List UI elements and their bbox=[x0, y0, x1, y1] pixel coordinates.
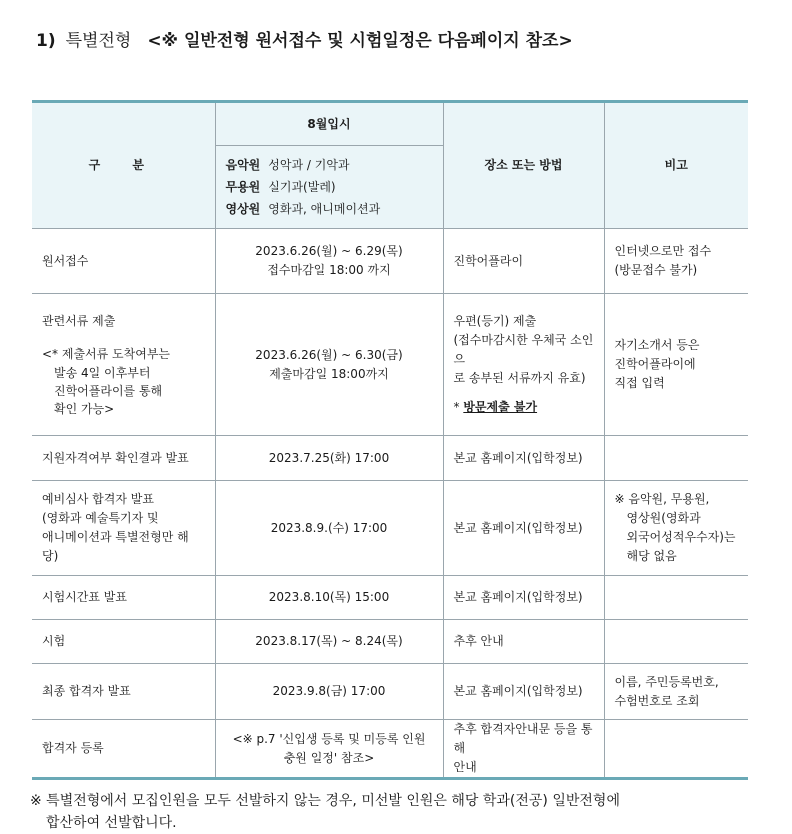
row-date: 2023.9.8(금) 17:00 bbox=[215, 664, 443, 720]
row-date: <※ p.7 '신입생 등록 및 미등록 인원 충원 일정' 참조> bbox=[215, 720, 443, 779]
row-remark: 인터넷으로만 접수 (방문접수 불가) bbox=[604, 229, 748, 294]
schedule-table bbox=[32, 100, 748, 780]
header-remark: 비고 bbox=[604, 102, 748, 229]
row-item: 시험시간표 발표 bbox=[32, 576, 215, 620]
row-place: 우편(등기) 제출 (접수마감시한 우체국 소인으 로 송부된 서류까지 유효) * 방문제출 불가 bbox=[443, 294, 604, 436]
header-gubun: 구 분 bbox=[32, 102, 215, 229]
header-place: 장소 또는 방법 bbox=[443, 102, 604, 229]
row-date: 2023.8.9.(수) 17:00 bbox=[215, 481, 443, 576]
row-item: 지원자격여부 확인결과 발표 bbox=[32, 436, 215, 481]
table-row bbox=[32, 576, 748, 620]
dept-film: 영상원 영화과, 애니메이션과 bbox=[225, 201, 381, 216]
visit-not-allowed-note: 방문제출 불가 bbox=[463, 400, 538, 414]
row-remark bbox=[604, 620, 748, 664]
table-row bbox=[32, 294, 748, 436]
row-item: 예비심사 합격자 발표 (영화과 예술특기자 및 애니메이션과 특별전형만 해당) bbox=[32, 481, 215, 576]
header-period: 8월입시 bbox=[215, 102, 443, 146]
row-remark: 자기소개서 등은 진학어플라이에 직접 입력 bbox=[604, 294, 748, 436]
row-date: 2023.7.25(화) 17:00 bbox=[215, 436, 443, 481]
footnote-line-2: 합산하여 선발합니다. bbox=[46, 815, 177, 831]
table-row bbox=[32, 436, 748, 481]
row-date: 2023.6.26(월) ~ 6.30(금) 제출마감일 18:00까지 bbox=[215, 294, 443, 436]
table-row bbox=[32, 481, 748, 576]
row-date: 2023.6.26(월) ~ 6.29(목) 접수마감일 18:00 까지 bbox=[215, 229, 443, 294]
section-name: 특별전형 bbox=[65, 31, 132, 51]
footnote-line-1: ※ 특별전형에서 모집인원을 모두 선발하지 않는 경우, 미선발 인원은 해당 학과(전공) 일반전형에 bbox=[30, 793, 620, 809]
row-place: 진학어플라이 bbox=[443, 229, 604, 294]
footnote bbox=[30, 790, 770, 834]
row-remark bbox=[604, 576, 748, 620]
row-place: 본교 홈페이지(입학정보) bbox=[443, 664, 604, 720]
table-header-row-1 bbox=[32, 102, 748, 146]
dept-dance: 무용원 실기과(발레) bbox=[225, 179, 336, 194]
row-item: 원서접수 bbox=[32, 229, 215, 294]
row-item: 관련서류 제출 <* 제출서류 도착여부는 발송 4일 이후부터 진학어플라이를 통해 확인 가능> bbox=[32, 294, 215, 436]
row-date: 2023.8.10(목) 15:00 bbox=[215, 576, 443, 620]
table-row bbox=[32, 720, 748, 779]
row-place: 본교 홈페이지(입학정보) bbox=[443, 576, 604, 620]
section-note: <※ 일반전형 원서접수 및 시험일정은 다음페이지 참조> bbox=[147, 31, 573, 51]
row-place: 추후 합격자안내문 등을 통해 안내 bbox=[443, 720, 604, 779]
row-item: 시험 bbox=[32, 620, 215, 664]
row-place: 본교 홈페이지(입학정보) bbox=[443, 436, 604, 481]
row-place: 본교 홈페이지(입학정보) bbox=[443, 481, 604, 576]
row-remark bbox=[604, 720, 748, 779]
row-remark: ※ 음악원, 무용원, 영상원(영화과 외국어성적우수자)는 해당 없음 bbox=[604, 481, 748, 576]
row-date: 2023.8.17(목) ~ 8.24(목) bbox=[215, 620, 443, 664]
table-row bbox=[32, 620, 748, 664]
dept-music: 음악원 성악과 / 기악과 bbox=[225, 157, 350, 172]
section-title bbox=[36, 26, 573, 51]
row-item: 합격자 등록 bbox=[32, 720, 215, 779]
table-row bbox=[32, 229, 748, 294]
row-remark bbox=[604, 436, 748, 481]
row-item: 최종 합격자 발표 bbox=[32, 664, 215, 720]
header-departments bbox=[215, 146, 443, 229]
table-row bbox=[32, 664, 748, 720]
row-place: 추후 안내 bbox=[443, 620, 604, 664]
row-remark: 이름, 주민등록번호, 수험번호로 조회 bbox=[604, 664, 748, 720]
section-number: 1) bbox=[36, 31, 56, 51]
